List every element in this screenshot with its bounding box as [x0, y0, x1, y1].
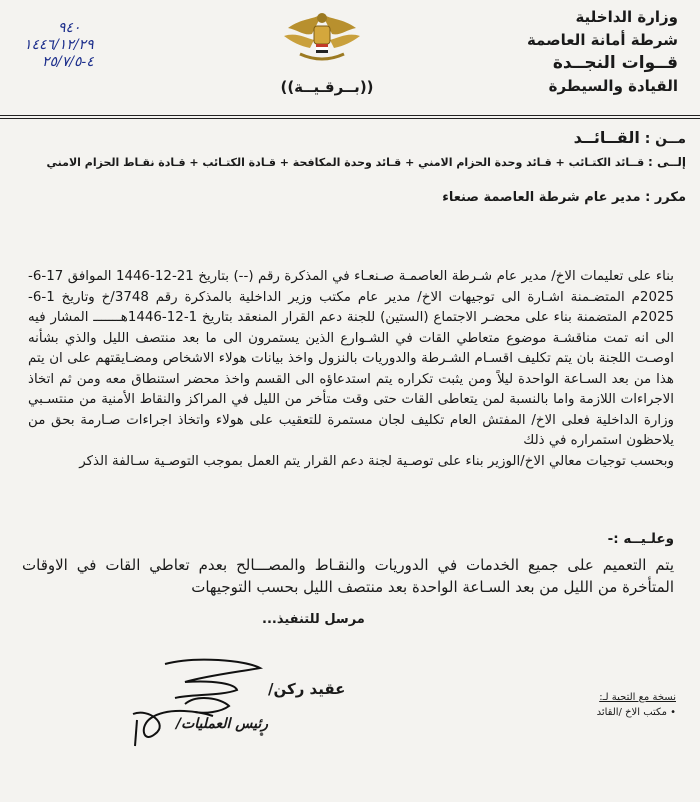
telegram-label: ((بــرقـيــة)) — [280, 78, 374, 96]
body-paragraph: وبحسب توجيات معالي الاخ/الوزير بناء على توصـية لجنة دعم القرار يتم العمل بموجب التوصـية سـالفة الذكر — [79, 453, 674, 469]
directive-text: يتم التعميم على جميع الخدمات في الدوريات والنقـاط والمصـــالح بعدم تعاطي القات في الاوقات المتأخرة من الليل من بعد السـاعة الواحدة بعد منتصف الليل بحسب التوجيهات — [22, 556, 674, 596]
issuer-header — [488, 6, 678, 98]
ink-smudge: • — [258, 728, 266, 742]
signatory-rank: عقيد ركن/ — [268, 680, 346, 698]
handwritten-reference — [12, 20, 212, 71]
handwritten-number: ٩٤٠ — [58, 20, 81, 36]
to-label: إلــى : — [648, 155, 686, 169]
sent-for-execution: مرسل للتنفيذ... — [262, 612, 365, 627]
cc-label: مكرر : — [645, 190, 686, 205]
handwritten-signature — [125, 654, 275, 749]
handwritten-date: ١٤٤٦/١٢/٢٩ — [24, 37, 94, 53]
conclusion-label: وعلـيــه :- — [607, 531, 674, 547]
copies-item: • مكتب الاخ /القائد — [596, 707, 676, 718]
issuer-police: شرطة أمانة العاصمة — [526, 31, 678, 49]
letter-body — [28, 267, 674, 472]
to-line — [47, 155, 686, 169]
issuer-ministry: وزارة الداخلية — [575, 8, 678, 26]
to-value: قــائد الكتـائب + قـائد وحدة الحزام الامني + قـائد وحدة المكافحة + قـادة الكتـائب + قـادة نقـاط الحزام الامني — [46, 156, 645, 169]
eagle-emblem-icon — [282, 6, 362, 66]
copies-block — [597, 690, 676, 720]
copies-heading: نسخة مع التحية لـ: — [599, 692, 676, 703]
from-value: القــائــد — [573, 128, 640, 147]
from-line — [574, 128, 686, 147]
from-label: مــن : — [644, 131, 686, 147]
cc-line — [442, 190, 686, 205]
cc-value: مدير عام شرطة العاصمة صنعاء — [442, 190, 641, 205]
header-divider — [0, 115, 700, 119]
signatory-title: رئيس العمليات/ — [176, 716, 269, 732]
issuer-department: القيادة والسيطرة — [548, 77, 678, 95]
issuer-force: قــوات النجــدة — [552, 53, 678, 73]
body-paragraph: بناء على تعليمات الاخ/ مدير عام شـرطة العاصمـة صـنعـاء في المذكرة رقم (--) بتاريخ 21-12-1446 الموافق 17-6-2025م المتضـمنة اشـارة الى توجيهات الاخ/ مدير عام مكتب وزير الداخلية بالمذكرة رقم 3748/خ وتاريخ 1-6-2025م المتضمنة بناء على محضـر الاجتماع (الستين) للجنة دعم القرار المنعقد بتاريخ 1-12-1446هـــــــ المشار فيه الى انه تمت مناقشـة موضوع متعاطي القات في الشـوارع الذين يستمرون الى ما بعد منتصف الليل والذي بشأنه اوصـت اللجنة بان يتم تكليف اقسـام الشـرطة والدوريات بالنزول واخذ بيانات هولاء الاشخاص ومضـايقتهم على ان يتم هذا من بعد السـاعة الواحدة ليلاً ومن يثبت تكراره يتم استدعاؤه الى القسم واخذ محضر استنطاق معه ومن ثم اتخاذ الاجراءات اللازمة واما بالنسبة لمن يتعاطى القات حتى وقت متأخر من الليل في المراكز والنقاط الأمنية من منتسـبي وزارة الداخلية فعلى الاخ/ المفتش العام تكليف لجان مستمرة للتعقيب على هولاء واتخاذ اجراءات صـارمة بحق من يلاحظون استمراره في ذلك — [28, 269, 674, 448]
handwritten-reference-code: ٤-٢٥/٧/٥ — [42, 54, 94, 70]
